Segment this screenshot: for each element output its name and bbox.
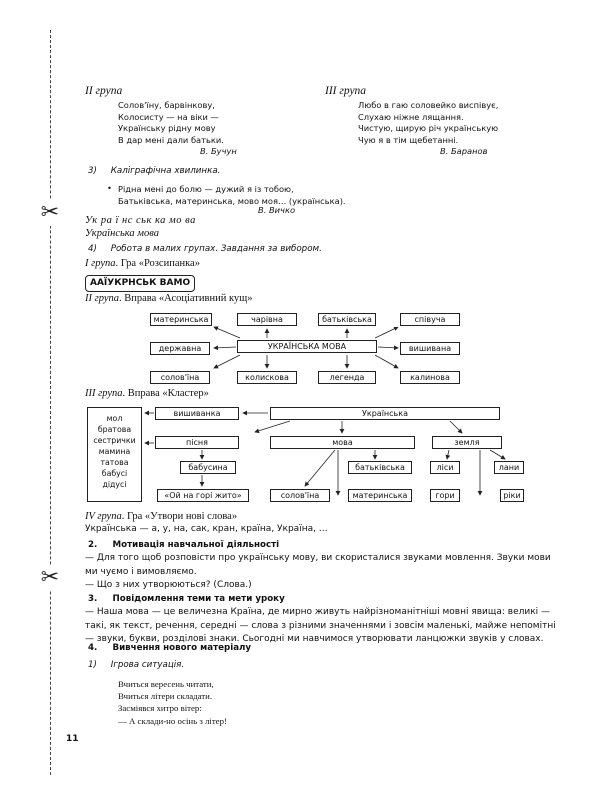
syllables-line: Ук ра ї нс ськ ка мо ва	[85, 215, 196, 226]
section2-heading: 2. Мотивація навчальної діяльності	[88, 540, 280, 550]
section4-sub: 1) Ігрова ситуація.	[88, 660, 185, 670]
group4-label: IV група	[85, 511, 122, 522]
group3-label: III група	[85, 388, 123, 399]
cluster-word: земля	[432, 436, 502, 449]
assoc-word: співуча	[400, 313, 460, 326]
side-word: бабусі	[101, 469, 128, 478]
arrow	[375, 355, 398, 368]
group3-title: III група	[325, 85, 367, 97]
cluster-word: лани	[494, 461, 524, 474]
scissors-icon: ✂	[37, 200, 63, 226]
cluster-word: мова	[270, 436, 415, 449]
group4-text: . Гра «Утвори нові слова»	[121, 511, 238, 522]
arrow	[214, 355, 240, 368]
assoc-word: чарівна	[237, 313, 297, 326]
cluster-word: солов'їна	[270, 489, 330, 502]
page-number: 11	[66, 734, 79, 744]
bullet: •	[107, 183, 112, 193]
group1-text: . Гра «Розсипанка»	[115, 258, 200, 269]
section3-heading: 3. Повідомлення теми та мети уроку	[88, 594, 285, 604]
poem-line: Любо в гаю соловейко виспівує,	[358, 100, 499, 110]
quote-line: Батьківська, материнська, мово моя… (українська).	[118, 196, 346, 206]
assoc-word: вишивана	[400, 342, 460, 355]
assoc-word: державна	[150, 342, 210, 355]
group3-text: . Вправа «Кластер»	[122, 388, 209, 399]
arrow	[375, 327, 398, 338]
arrow	[214, 327, 240, 338]
assoc-word: легенда	[318, 371, 376, 384]
paragraph: — Наша мова — це величезна Країна, де мирно живуть найрізноманітніші мовні явища: великі — такі, як текст, речення, середні — слова з різними значеннями і зовсім маленькі, майже непомітні — звуки, букви, розділові знаки. Сьогодні ми навчимося утворювати ланцюжки звуків у словах.	[85, 607, 556, 645]
side-word: братова	[97, 425, 132, 434]
group2-author: В. Бучун	[200, 146, 237, 156]
poem-line: — А склади-но осінь з літер!	[118, 715, 227, 726]
cluster-top: Українська	[270, 407, 500, 420]
poem-line: Вчиться вересень читати,	[118, 679, 214, 689]
cluster-word: ріки	[500, 489, 524, 502]
assoc-word: материнська	[150, 313, 212, 326]
paragraph: — Для того щоб розповісти про українську мову, ви скористалися звуками мовлення. Звуки мови ми чуємо і вимовляємо.	[85, 553, 551, 577]
group2-title: II група	[85, 85, 123, 97]
arrow	[255, 421, 290, 432]
assoc-center: УКРАЇНСЬКА МОВА	[237, 340, 377, 353]
poem-line: Солов'їну, барвінкову,	[118, 100, 215, 110]
group1-label: I група	[85, 258, 116, 269]
calligraphy-heading: 3) Каліграфічна хвилинка.	[88, 166, 221, 176]
group2-label: II група	[85, 293, 119, 304]
assoc-word: колискова	[237, 371, 297, 384]
scramble-box: ААЇУКРНСЬК ВАМО	[85, 275, 195, 292]
side-word: татова	[100, 458, 129, 467]
poem-line: Засміявся хитро вітер:	[118, 703, 202, 714]
side-word: мол	[106, 414, 123, 423]
arrow	[490, 450, 505, 459]
poem-line: Чистую, щирую річ українськую	[358, 123, 499, 134]
poem-line: В дар мені дали батьки.	[118, 134, 224, 145]
group4-line	[85, 511, 237, 522]
scissors-icon: ✂	[37, 565, 63, 591]
arrow	[378, 347, 398, 348]
poem-line: Слухаю ніжне лящання.	[358, 111, 464, 122]
cluster-word: вишиванка	[155, 407, 239, 420]
cluster-word: батьківська	[348, 461, 412, 474]
calligraphy-author: В. Вичко	[258, 205, 296, 215]
assoc-word: солов'їна	[150, 371, 210, 384]
cluster-word: материнська	[348, 489, 412, 502]
cluster-word: пісня	[155, 436, 239, 449]
poem-line: Українську рідну мову	[118, 123, 216, 134]
poem-line: Вчиться літери складати.	[118, 691, 213, 702]
cluster-word: «Ой на горі жито»	[157, 489, 249, 502]
poem-line: Чую я в тім щебетанні.	[358, 134, 459, 145]
paragraph: — Що з них утворюються? (Слова.)	[85, 580, 252, 591]
poem-line: Колосисту — на віки —	[118, 111, 219, 122]
section4-heading: 4. Вивчення нового матеріалу	[88, 643, 252, 653]
quote-line: Рідна мені до болю — дужий я із тобою,	[118, 184, 294, 194]
group4-answer: Українська — а, у, на, сак, кран, країна, Україна, …	[85, 524, 328, 534]
section4-poem	[118, 678, 227, 727]
section3-body	[85, 606, 560, 647]
assoc-word: батьківська	[318, 313, 376, 326]
cluster-word: гори	[430, 489, 460, 502]
group3-author: В. Баранов	[440, 146, 488, 156]
arrow	[450, 421, 462, 433]
side-word: дідусі	[102, 480, 127, 489]
arrow	[447, 450, 449, 459]
side-word: сестрички	[93, 436, 136, 445]
cluster-word: бабусина	[180, 461, 236, 474]
arrow	[305, 450, 335, 486]
cluster-word: ліси	[430, 461, 460, 474]
group2-text: . Вправа «Асоціативний кущ»	[119, 293, 253, 304]
section2-body	[85, 552, 560, 593]
arrow	[214, 347, 236, 348]
side-word: мамина	[98, 447, 131, 456]
word-line: Українська мова	[85, 228, 159, 239]
assoc-word: калинова	[400, 371, 460, 384]
group-work-heading: 4) Робота в малих групах. Завдання за вибором.	[88, 244, 322, 254]
